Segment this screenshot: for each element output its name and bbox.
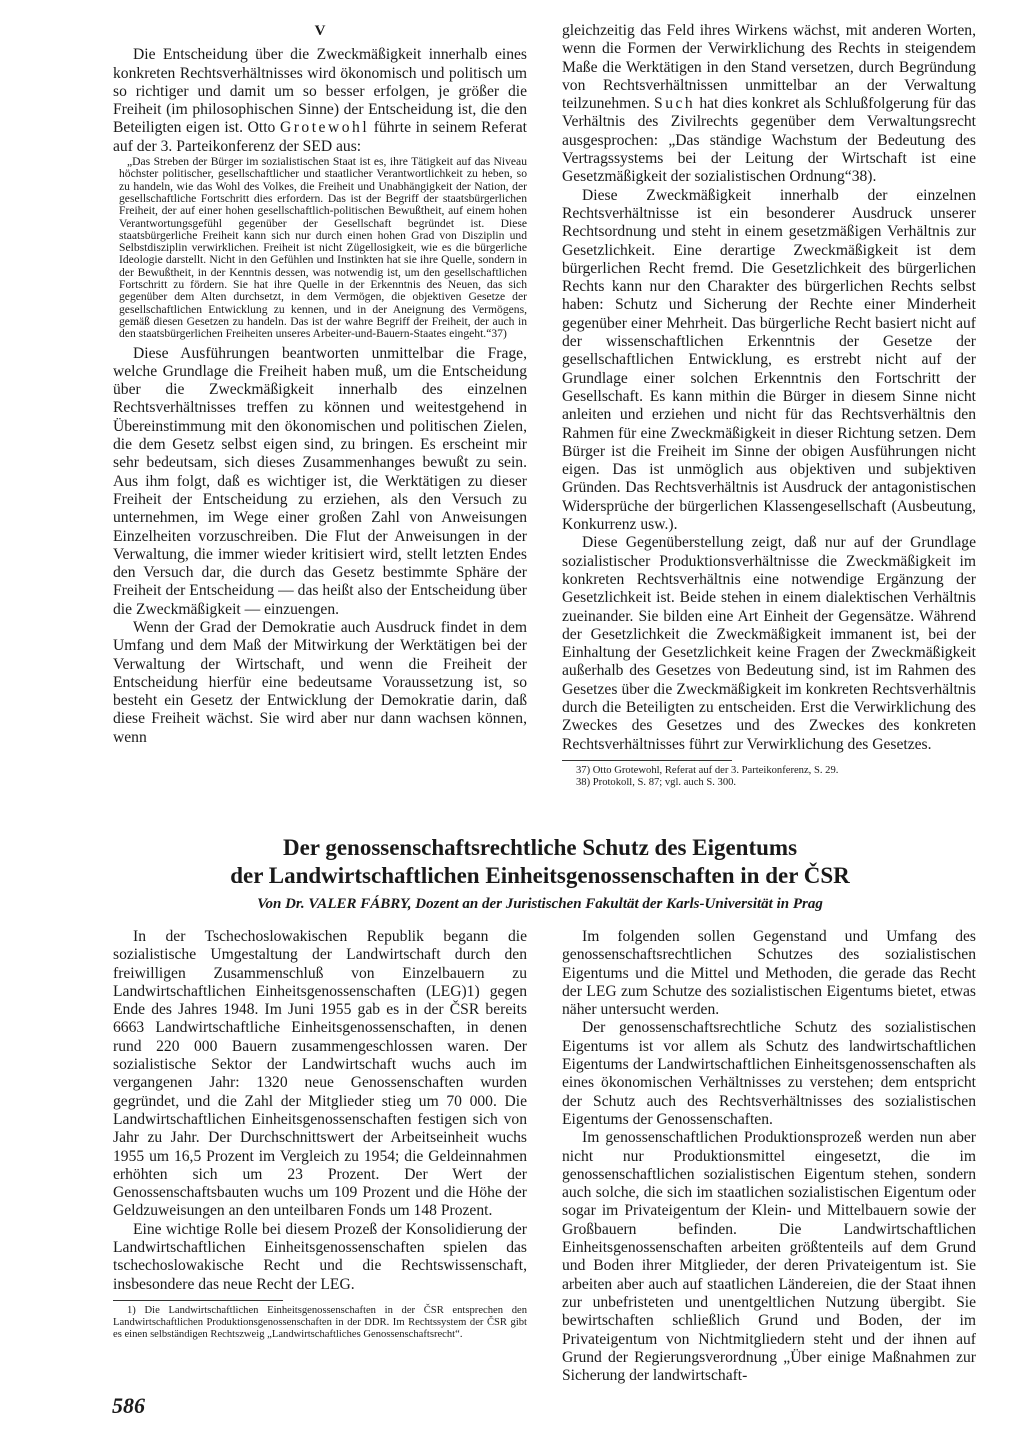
paragraph: In der Tschechoslowakischen Republik begann die sozialistische Umgestaltung der Landwirtschaft durch den freiwilligen Zusammenschluß von Einzelbauern zu Landwirtschaftlichen Einheitsgenossenschaften (LEG)1) gegen Ende des Jahres 1948. Im Juni 1955 gab es in der ČSR bereits 6663 Landwirtschaftliche Einheitsgenossenschaften, in denen rund 220 000 Bauern zusammengeschlossen waren. Der sozialistische Sektor der Landwirtschaft wuchs auch im vergangenen Jahr: 1320 neue Genossenschaften wurden gegründet, und die Zahl der Mitglieder stieg um 70 000. Die Landwirtschaftlichen Einheitsgenossenschaften festigen sich von Jahr zu Jahr. Der Durchschnittswert der Arbeitseinheit wuchs 1955 um 16,5 Prozent im Vergleich zu 1954; die Geldeinnahmen erhöhten sich um 23 Prozent. Der Wert der Genossenschaftsbauten wuchs um 109 Prozent und die Höhe der Geldzuweisungen an den unteilbaren Fonds um 148 Prozent. [113,928,527,1220]
footnote-divider [562,760,732,761]
paragraph: gleichzeitig das Feld ihres Wirkens wächst, mit anderen Worten, wenn die Formen der Verwirklichung des Rechts in steigendem Maße die Werktätigen in den Stand versetzen, durch Begründung von Rechtsverhältnissen unmittelbar an der Verwaltung teilzunehmen. Such hat dies konkret als Schlußfolgerung für das Verhältnis des Zivilrechts gegenüber dem Verwaltungsrecht ausgesprochen: „Das ständige Wachstum der Bedeutung des Vertragssystems bei der Leitung der Wirtschaft ist eine Gesetzmäßigkeit der sozialistischen Ordnung“38). [562,22,976,186]
article-byline: Von Dr. VALER FÁBRY, Dozent an der Juristischen Fakultät der Karls-Universität in Prag [257,896,823,912]
footnotes [113,1305,527,1342]
paragraph: Eine wichtige Rolle bei diesem Prozeß der Konsolidierung der Landwirtschaftlichen Einheitsgenossenschaften spielen das tschechoslowakische Recht und die Rechtswissenschaft, insbesondere das neue Recht der LEG. [113,1220,527,1293]
article-title: Der genossenschaftsrechtliche Schutz des Eigentums der Landwirtschaftlichen Einheitsgenossenschaften in der ČSR [230,835,850,888]
upper-right-column [562,22,976,789]
paragraph: Diese Zweckmäßigkeit innerhalb der einzelnen Rechtsverhältnisse ist ein besonderer Ausdruck unserer Rechtsordnung und steht in einem gesetzmäßigen Verhältnis zur Gesetzlichkeit. Eine derartige Zweckmäßigkeit ist dem bürgerlichen Recht fremd. Die Gesetzlichkeit des bürgerlichen Rechts kann nur den Charakter des bürgerlichen Rechts selbst haben: Schutz und Sicherung der Rechte einer Minderheit gegenüber einer Mehrheit. Das bürgerliche Recht basiert nicht auf der wissenschaftlichen Erkenntnis der Gesetze der gesellschaftlichen Entwicklung, es erstrebt nicht auf der Grundlage einer solchen Erkenntnis den Fortschritt der Gesellschaft. Es kann mithin die Bürger in diesem Sinne nicht anleiten und erziehen und nicht für das Rechtsverhältnis den Rahmen für eine Zweckmäßigkeit in dieser Richtung setzen. Dem Bürger ist die Freiheit im Sinne der obigen Ausführungen nicht eigen. Das ist unmöglich aus objektiven und subjektiven Gründen. Das Rechtsverhältnis ist Ausdruck der antagonistischen Widersprüche der bürgerlichen Klassengesellschaft (Ausbeutung, Konkurrenz usw.). [562,186,976,534]
footnote-divider [113,1300,283,1301]
paragraph: Der genossenschaftsrechtliche Schutz des sozialistischen Eigentums ist vor allem als Schutz des landwirtschaftlichen Eigentums der Landwirtschaftlichen Einheitsgenossenschaften als eines ökonomischen Verhältnisses zu verstehen; dem entspricht der Schutz auch des Rechtsverhältnisses des sozialistischen Eigentums der Genossenschaften. [562,1019,976,1128]
paragraph: Diese Gegenüberstellung zeigt, daß nur auf der Grundlage sozialistischer Produktionsverhältnisse die Zweckmäßigkeit im konkreten Rechtsverhältnis eine notwendige Ergänzung der Gesetzlichkeit ist. Beide stehen in einem dialektischen Verhältnis zueinander. Sie bilden eine Art Einheit der Gegensätze. Während der Gesetzlichkeit die Zweckmäßigkeit immanent ist, bei der Einhaltung der Gesetzlichkeit keine Fragen der Zweckmäßigkeit außerhalb des Gesetzes von Bedeutung sind, ist im Rahmen des Gesetzes über die Zweckmäßigkeit im konkreten Rechtsverhältnis durch die Beteiligten zu entscheiden. Erst die Verwirklichung des Zweckes des Gesetzes und des Zweckes des konkreten Rechtsverhältnisses führt zur Verwirklichung des Gesetzes. [562,534,976,753]
author-name: Such [654,95,696,113]
footnote: 37) Otto Grotewohl, Referat auf der 3. Parteikonferenz, S. 29. [576,764,839,776]
paragraph: Wenn der Grad der Demokratie auch Ausdruck findet in dem Umfang und dem Maß der Mitwirkung der Werktätigen bei der Verwaltung der Wirtschaft, und wenn die Freiheit der Entscheidung hierfür eine bedeutsame Voraussetzung ist, so besteht ein Gesetz der Entwicklung der Demokratie darin, daß diese Freiheit wächst. Sie wird aber nur dann wachsen können, wenn [113,618,527,746]
paragraph: Im genossenschaftlichen Produktionsprozeß werden nun aber nicht nur Produktionsmittel eingesetzt, die im genossenschaftlichen sozialistischen Eigentum stehen, sondern auch solche, die sich im staatlichen sozialistischen Eigentum oder sogar im Privateigentum der Klein- und Mittelbauern sowie der Großbauern befinden. Die Landwirtschaftlichen Einheitsgenossenschaften arbeiten größtenteils auf dem Grund und Boden ihrer Mitglieder, der deren Privateigentum ist. Sie arbeiten aber auch auf staatlichen Ländereien, die der Staat ihnen zur unbefristeten und unentgeltlichen Nutzung übergibt. Sie bewirtschaften schließlich Grund und Boden, der im Privateigentum von Nichtmitgliedern steht und der ihnen auf Grund der Regierungsverordnung „Über einige Maßnahmen zur Sicherung der landwirtschaft- [562,1129,976,1385]
lower-right-column [562,928,976,1385]
upper-left-column [113,22,527,747]
footnotes [562,765,976,789]
block-quote: „Das Streben der Bürger im sozialistischen Staat ist es, ihre Tätigkeit auf das Niveau höchster politischer, gesellschaftlicher und staatlicher Verantwortlichkeit zu heben, so zu handeln, wie das Wohl des Volkes, die Freiheit und Unabhängigkeit der Nation, der gesellschaftliche Fortschritt dies erfordern. Das ist der Begriff der staatsbürgerlichen Freiheit, der auf einer hohen gesellschaftlich-politischen Bewußtheit, auf einem hohen Verantwortungsgefühl gegenüber der Gesellschaft begründet ist. Diese staatsbürgerliche Freiheit kann sich nur durch einen hohen Grad von Disziplin und Selbstdisziplin verwirklichen. Freiheit ist nicht Zügellosigkeit, wie es die bürgerliche Ideologie darstellt. Nicht in den Gefühlen und Instinkten hat sie ihre Quelle, sondern in der Bewußtheit, in der Kenntnis dessen, was notwendig ist, um den gesellschaftlichen Fortschritt zu fördern. Sie hat ihre Quelle in der Erkenntnis des Neuen, das sich gegenüber dem Alten durchsetzt, in dem Vermögen, die objektiven Gesetze der gesellschaftlichen Entwicklung zu kennen, und in der Aneignung des Vermögens, gemäß diesen Gesetzen zu handeln. Das ist der wahre Begriff der Freiheit, der auch in den staatsbürgerlichen Freiheiten unseres Arbeiter-und-Bauern-Staates eingeht.“37) [119,155,527,341]
section-numeral: V [314,23,326,39]
page-number: 586 [112,1393,145,1418]
author-name: Grotewohl [279,119,370,137]
paragraph: Die Entscheidung über die Zweckmäßigkeit innerhalb eines konkreten Rechtsverhältnisses wird ökonomisch und politisch um so richtiger und damit um so besser erfolgen, je größer die Freiheit (im philosophischen Sinne) der Entscheidung ist, die den Beteiligten eigen ist. Otto Grotewohl führte in seinem Referat auf der 3. Parteikonferenz der SED aus: [113,46,527,155]
footnote: 1) Die Landwirtschaftlichen Einheitsgenossenschaften in der ČSR entsprechen den Landwirtschaftlichen Produktionsgenossenschaften in der DDR. Im Rechtssystem der ČSR gibt es einen selbständigen Rechtszweig „Landwirtschaftliches Genossenschaftsrecht“. [113,1304,527,1341]
footnote: 38) Protokoll, S. 87; vgl. auch S. 300. [576,777,737,789]
paragraph: Im folgenden sollen Gegenstand und Umfang des genossenschaftsrechtlichen Schutzes des sozialistischen Eigentums und die Mittel und Methoden, die gerade das Recht der LEG zum Schutze des sozialistischen Eigentums bietet, etwas näher untersucht werden. [562,928,976,1019]
lower-left-column [113,928,527,1342]
paragraph: Diese Ausführungen beantworten unmittelbar die Frage, welche Grundlage die Freiheit haben muß, um die Entscheidung über die Zweckmäßigkeit innerhalb des einzelnen Rechtsverhältnisses treffen zu können und weitestgehend in Übereinstimmung mit den ökonomischen und politischen Zielen, die dem Gesetz selbst eigen sind, zu bringen. Es erscheint mir sehr bedeutsam, sich dieses Zusammenhanges bewußt zu sein. Aus ihm folgt, daß es wichtiger ist, die Werktätigen zu dieser Freiheit der Entscheidung zu erziehen, als den Versuch zu unternehmen, im Wege einer großen Zahl von Anweisungen Einzelheiten vorzuschreiben. Die Flut der Anweisungen in der Verwaltung, die immer wieder kritisiert wird, stellt letzten Endes den Versuch dar, die durch das Gesetz bestimmte Sphäre der Freiheit der Entscheidung — das heißt also der Entscheidung über die Zweckmäßigkeit — einzuengen. [113,344,527,618]
